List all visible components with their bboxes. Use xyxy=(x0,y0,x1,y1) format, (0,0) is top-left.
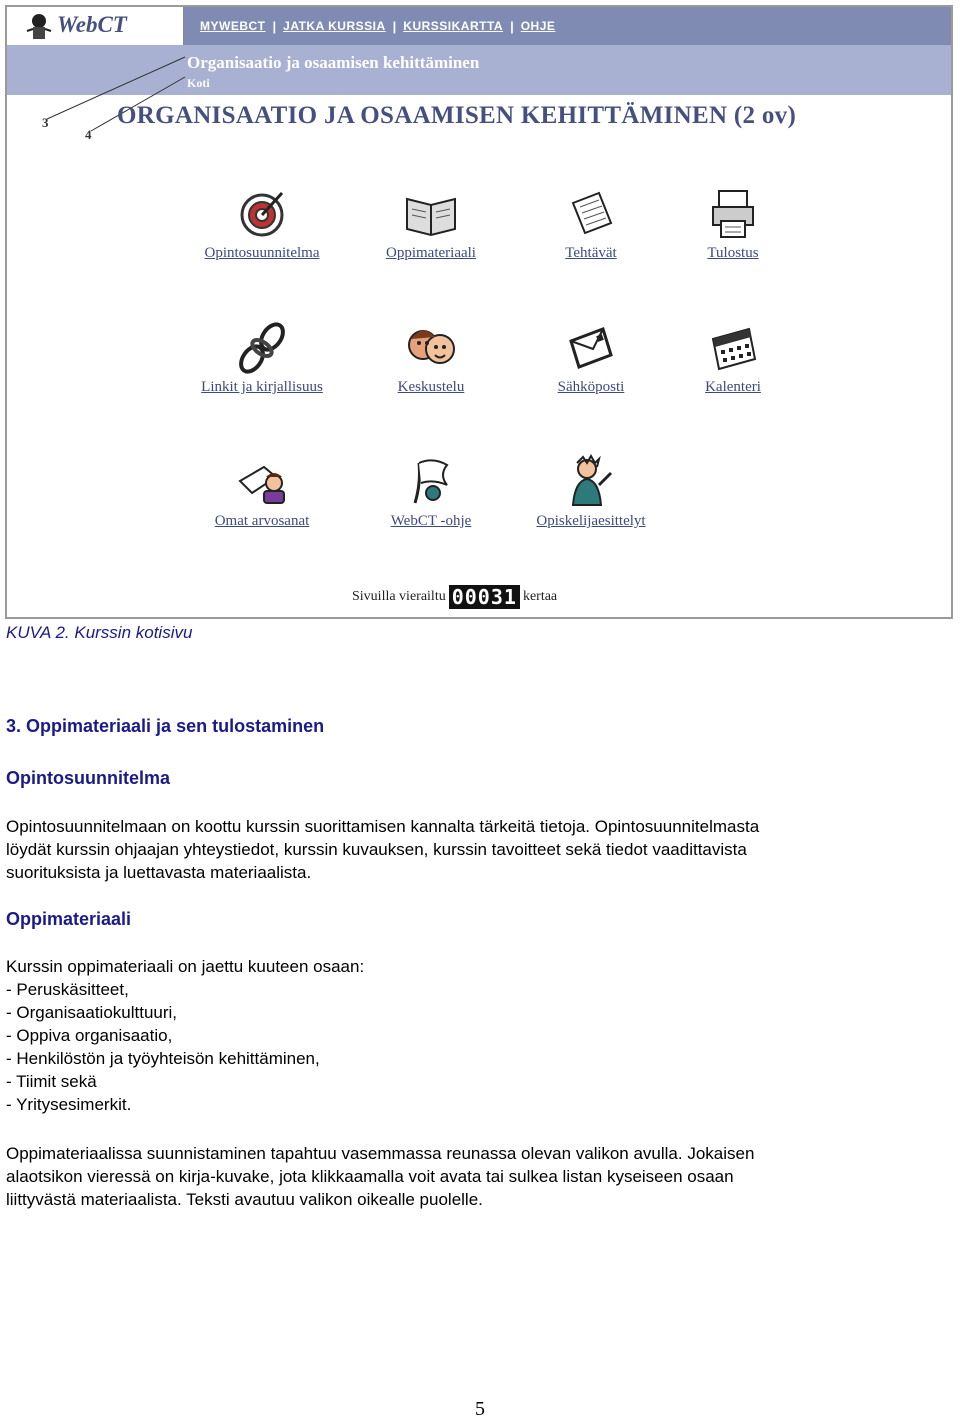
tool-label: Keskustelu xyxy=(397,379,465,395)
marker-3: 3 xyxy=(42,115,49,130)
chain-icon xyxy=(234,319,290,375)
counter-text-after: kertaa xyxy=(522,589,558,604)
page-number: 5 xyxy=(475,1398,485,1420)
study-plan-paragraph xyxy=(6,815,936,884)
list-item: - Yritysesimerkit. xyxy=(6,1095,132,1114)
paragraph-line: alaotsikon vieressä on kirja-kuvake, jota klikkaamalla voit avata tai sulkea listan kyseiseen osaan xyxy=(6,1167,734,1186)
tool-print[interactable] xyxy=(653,185,813,262)
tool-label: Opintosuunnitelma xyxy=(204,245,320,261)
book-icon xyxy=(403,185,459,241)
tool-label: Oppimateriaali xyxy=(386,245,476,261)
figure-caption: KUVA 2. Kurssin kotisivu xyxy=(6,623,193,642)
tool-label: Opiskelijaesittelyt xyxy=(536,513,646,529)
faces-icon xyxy=(403,319,459,375)
tool-label: Linkit ja kirjallisuus xyxy=(201,379,323,395)
tool-study-plan[interactable] xyxy=(182,185,342,262)
nav-mywebct[interactable]: MYWEBCT xyxy=(200,19,266,33)
list-item: - Oppiva organisaatio, xyxy=(6,1026,173,1045)
list-item: - Peruskäsitteet, xyxy=(6,980,129,999)
counter-text-before: Sivuilla vierailtu xyxy=(352,589,446,604)
subheading-learning-material: Oppimateriaali xyxy=(6,909,132,929)
paragraph-line: liittyvästä materiaalista. Teksti avautuu valikon oikealle puolelle. xyxy=(6,1190,483,1209)
section-heading: 3. Oppimateriaali ja sen tulostaminen xyxy=(6,716,325,736)
paragraph-line: suorituksista ja luettavasta materiaalista. xyxy=(6,863,312,882)
visit-counter xyxy=(352,585,557,609)
tool-label: Omat arvosanat xyxy=(214,513,310,529)
list-item: - Henkilöstön ja työyhteisön kehittäminen, xyxy=(6,1049,320,1068)
paragraph-line: Opintosuunnitelmaan on koottu kurssin suorittamisen kannalta tärkeitä tietoja. Opintosuunnitelmasta xyxy=(6,817,760,836)
paper-icon xyxy=(563,185,619,241)
paragraph-line: löydät kurssin ohjaajan yhteystiedot, kurssin kuvauksen, kurssin tavoitteet sekä tiedot vaadittavista xyxy=(6,840,747,859)
student-icon xyxy=(563,453,619,509)
tool-label: Sähköposti xyxy=(557,379,625,395)
material-list-block xyxy=(6,955,936,1116)
counter-value: 00031 xyxy=(449,585,520,609)
navigation-paragraph xyxy=(6,1142,936,1211)
tool-learning-material[interactable] xyxy=(351,185,511,262)
tool-links[interactable] xyxy=(182,319,342,396)
list-item: - Organisaatiokulttuuri, xyxy=(6,1003,178,1022)
envelope-icon xyxy=(563,319,619,375)
target-icon xyxy=(234,185,290,241)
tool-discussion[interactable] xyxy=(351,319,511,396)
webct-screenshot xyxy=(5,5,953,619)
nav-course-map[interactable]: KURSSIKARTTA xyxy=(403,19,504,33)
tool-assignments[interactable] xyxy=(511,185,671,262)
paragraph-line: Oppimateriaalissa suunnistaminen tapahtuu vasemmassa reunassa olevan valikon avulla. Jokaisen xyxy=(6,1144,755,1163)
nav-help[interactable]: OHJE xyxy=(520,19,556,33)
breadcrumb-home[interactable]: Koti xyxy=(187,76,210,90)
page-title: ORGANISAATIO JA OSAAMISEN KEHITTÄMINEN (2 ov) xyxy=(117,102,797,129)
logo-text: WebCT xyxy=(57,12,127,37)
main-nav: MYWEBCT | JATKA KURSSIA | KURSSIKARTTA | OHJE xyxy=(193,7,562,45)
tool-calendar[interactable] xyxy=(653,319,813,396)
calendar-icon xyxy=(705,319,761,375)
list-item: - Tiimit sekä xyxy=(6,1072,97,1091)
marker-4: 4 xyxy=(85,127,92,142)
list-intro: Kurssin oppimateriaali on jaettu kuuteen osaan: xyxy=(6,957,365,976)
tool-webct-help[interactable] xyxy=(351,453,511,530)
nav-continue-course[interactable]: JATKA KURSSIA xyxy=(283,19,386,33)
help-icon xyxy=(403,453,459,509)
subheading-study-plan: Opintosuunnitelma xyxy=(6,768,170,788)
tool-label: Tulostus xyxy=(707,245,759,261)
grades-icon xyxy=(234,453,290,509)
print-icon xyxy=(705,185,761,241)
tool-label: Kalenteri xyxy=(705,379,761,395)
tool-label: WebCT -ohje xyxy=(390,513,472,529)
tool-student-profiles[interactable] xyxy=(511,453,671,530)
tool-grades[interactable] xyxy=(182,453,342,530)
tool-label: Tehtävät xyxy=(565,245,617,261)
tool-email[interactable] xyxy=(511,319,671,396)
course-title: Organisaatio ja osaamisen kehittäminen xyxy=(187,53,480,72)
